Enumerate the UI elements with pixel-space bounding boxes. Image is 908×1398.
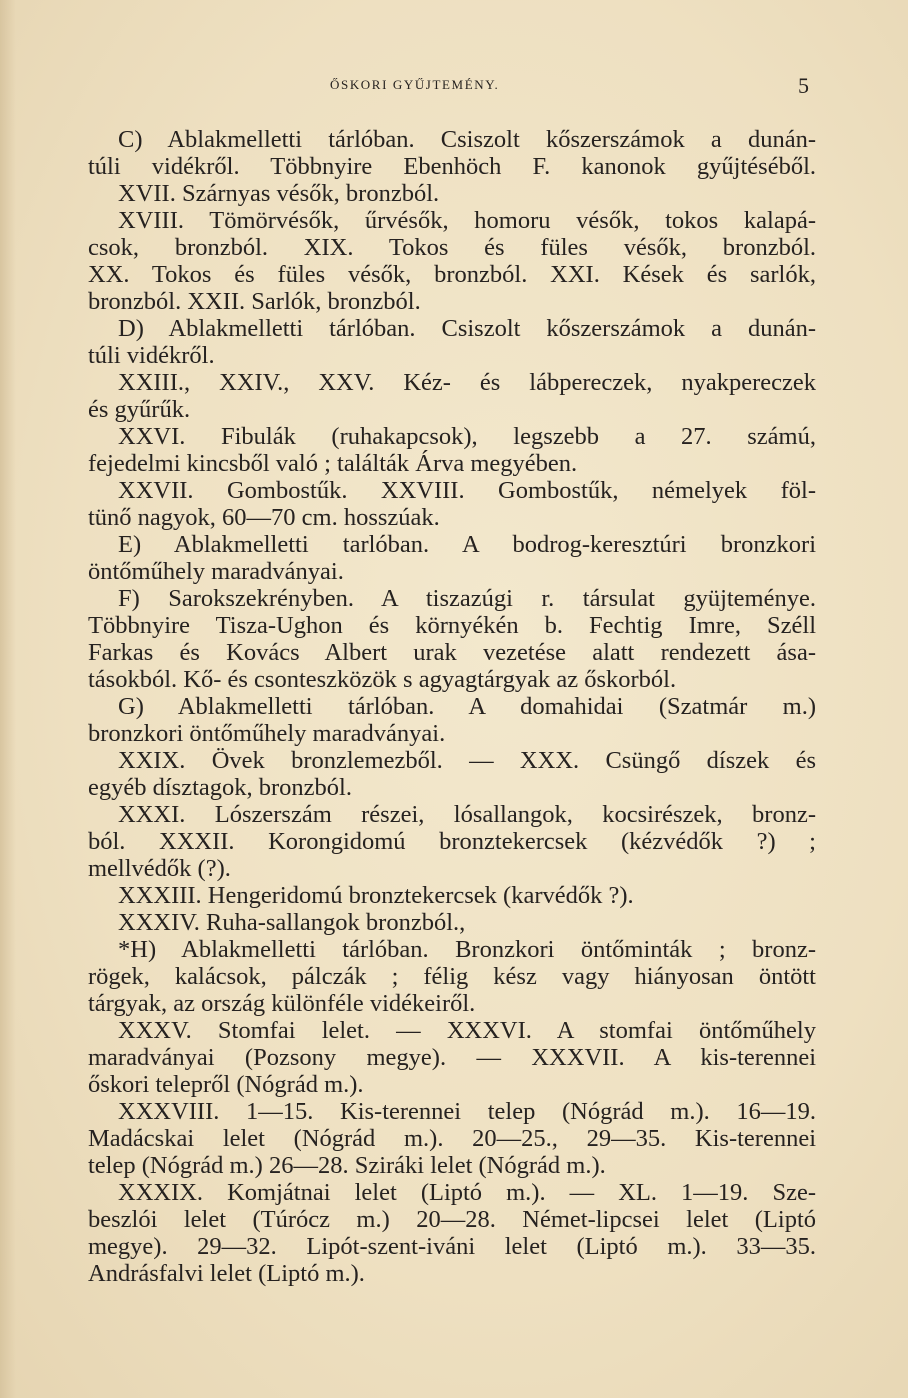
text-line: XXXIV. Ruha-sallangok bronzból., bbox=[118, 909, 466, 936]
text-line: F) Sarokszekrényben. A tiszazúgi r. társulat gyüjteménye. bbox=[118, 585, 816, 612]
text-line: maradványai (Pozsony megye). — XXXVII. A kis-terennei bbox=[88, 1044, 816, 1071]
text-line: XVII. Szárnyas vésők, bronzból. bbox=[118, 180, 440, 207]
text-line: bronzkori öntőműhely maradványai. bbox=[88, 720, 446, 747]
text-line: tásokból. Kő- és csonteszközök s agyagtárgyak az őskorból. bbox=[88, 666, 677, 693]
text-line: XXVII. Gombostűk. XXVIII. Gombostűk, némelyek föl- bbox=[118, 477, 816, 504]
text-line: XXIII., XXIV., XXV. Kéz- és lábpereczek, nyakpereczek bbox=[118, 369, 816, 396]
running-head bbox=[0, 75, 908, 99]
text-line: XXXI. Lószerszám részei, lósallangok, kocsirészek, bronz- bbox=[118, 801, 816, 828]
text-line: fejedelmi kincsből való ; találták Árva megyében. bbox=[88, 450, 578, 477]
text-line: XXIX. Övek bronzlemezből. — XXX. Csüngő díszek és bbox=[118, 747, 816, 774]
text-line: csok, bronzból. XIX. Tokos és füles vésők, bronzból. bbox=[88, 234, 816, 261]
text-line: öntőműhely maradványai. bbox=[88, 558, 344, 585]
page-number: 5 bbox=[798, 73, 809, 98]
text-line: mellvédők (?). bbox=[88, 855, 231, 882]
text-line: megye). 29—32. Lipót-szent-iváni lelet (Liptó m.). 33—35. bbox=[88, 1233, 816, 1260]
text-line: Farkas és Kovács Albert urak vezetése alatt rendezett ása- bbox=[88, 639, 816, 666]
text-line: E) Ablakmelletti tarlóban. A bodrog-keresztúri bronzkori bbox=[118, 531, 816, 558]
text-line: túli vidékről. Többnyire Ebenhöch F. kanonok gyűjtéséből. bbox=[88, 153, 816, 180]
text-line: XXXIII. Hengeridomú bronztekercsek (karvédők ?). bbox=[118, 882, 634, 909]
text-line: bronzból. XXII. Sarlók, bronzból. bbox=[88, 288, 421, 315]
text-line: Többnyire Tisza-Ughon és környékén b. Fechtig Imre, Széll bbox=[88, 612, 816, 639]
text-line: C) Ablakmelletti tárlóban. Csiszolt kőszerszámok a dunán- bbox=[118, 126, 816, 153]
text-line: telep (Nógrád m.) 26—28. Sziráki lelet (Nógrád m.). bbox=[88, 1152, 606, 1179]
text-line: XVIII. Tömörvésők, űrvésők, homoru vésők, tokos kalapá- bbox=[118, 207, 816, 234]
text-line: Madácskai lelet (Nógrád m.). 20—25., 29—35. Kis-terennei bbox=[88, 1125, 816, 1152]
text-line: túli vidékről. bbox=[88, 342, 215, 369]
body-text bbox=[88, 126, 816, 1287]
page-edge-shadow bbox=[0, 0, 16, 1398]
text-line: rögek, kalácsok, pálczák ; félig kész vagy hiányosan öntött bbox=[88, 963, 816, 990]
text-line: G) Ablakmelletti tárlóban. A domahidai (Szatmár m.) bbox=[118, 693, 816, 720]
text-line: Andrásfalvi lelet (Liptó m.). bbox=[88, 1260, 365, 1287]
text-line: beszlói lelet (Túrócz m.) 20—28. Német-lipcsei lelet (Liptó bbox=[88, 1206, 816, 1233]
text-line: XXXIX. Komjátnai lelet (Liptó m.). — XL. 1—19. Sze- bbox=[118, 1179, 816, 1206]
text-line: XXXV. Stomfai lelet. — XXXVI. A stomfai öntőműhely bbox=[118, 1017, 816, 1044]
text-line: őskori telepről (Nógrád m.). bbox=[88, 1071, 364, 1098]
text-line: D) Ablakmelletti tárlóban. Csiszolt kőszerszámok a dunán- bbox=[118, 315, 816, 342]
text-line: tárgyak, az ország különféle vidékeiről. bbox=[88, 990, 476, 1017]
text-line: és gyűrűk. bbox=[88, 396, 191, 423]
text-line: XXXVIII. 1—15. Kis-terennei telep (Nógrád m.). 16—19. bbox=[118, 1098, 816, 1125]
text-line: XXVI. Fibulák (ruhakapcsok), legszebb a 27. számú, bbox=[118, 423, 816, 450]
text-line: XX. Tokos és füles vésők, bronzból. XXI. Kések és sarlók, bbox=[88, 261, 816, 288]
text-line: *H) Ablakmelletti tárlóban. Bronzkori öntőminták ; bronz- bbox=[118, 936, 816, 963]
text-line: egyéb dísztagok, bronzból. bbox=[88, 774, 352, 801]
text-line: tünő nagyok, 60—70 cm. hosszúak. bbox=[88, 504, 440, 531]
text-line: ból. XXXII. Korongidomú bronztekercsek (kézvédők ?) ; bbox=[88, 828, 816, 855]
running-title: ŐSKORI GYŰJTEMÉNY. bbox=[330, 77, 500, 92]
